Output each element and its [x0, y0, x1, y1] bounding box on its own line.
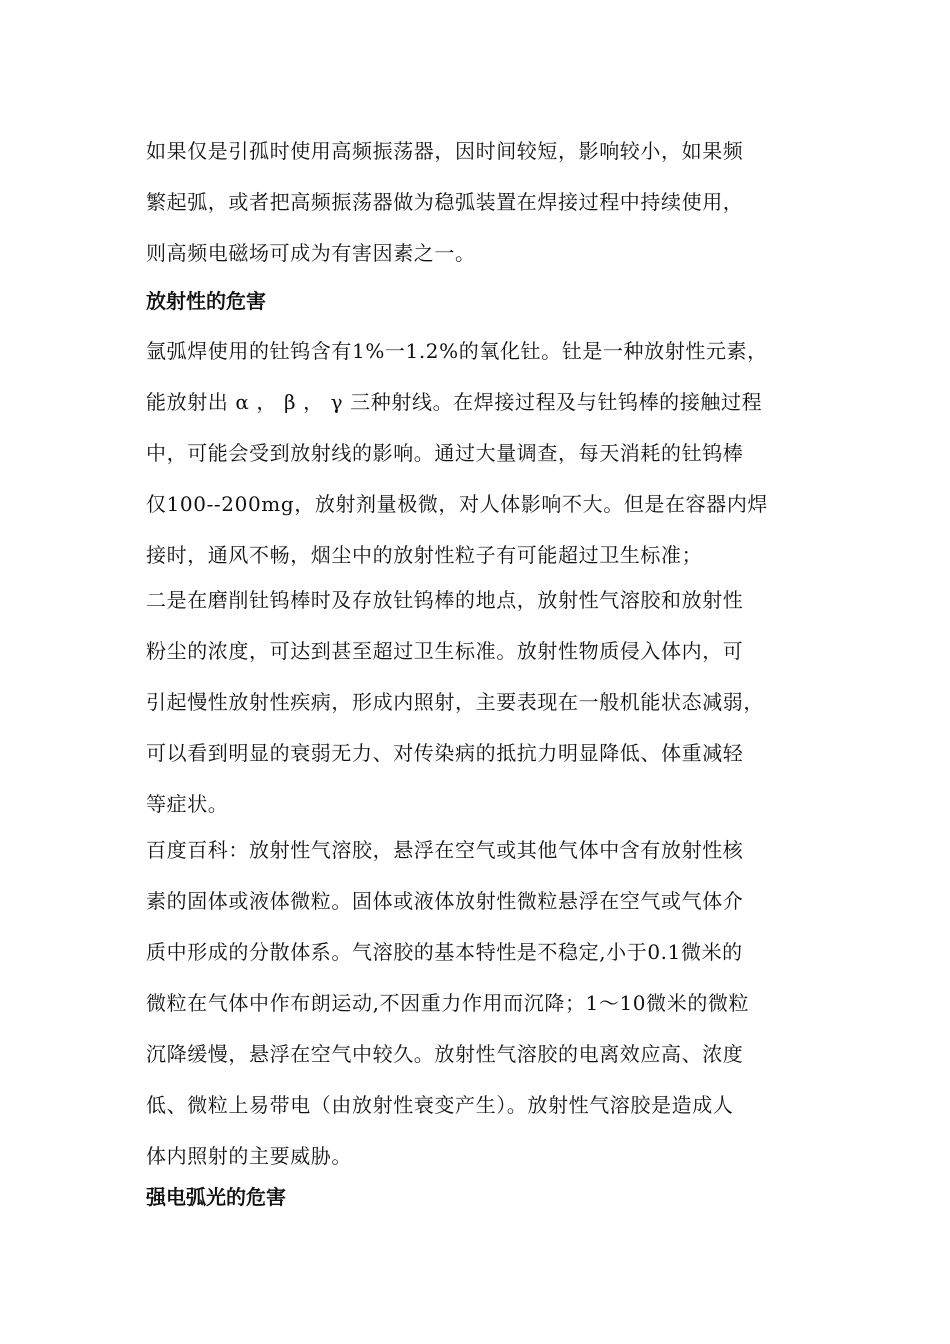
text-line: 素的固体或液体微粒。固体或液体放射性微粒悬浮在空气或气体介: [146, 889, 744, 913]
paragraph-high-frequency: [146, 126, 816, 279]
text-line: 体内照射的主要威胁。: [146, 1144, 352, 1168]
text-line: 接时，通风不畅，烟尘中的放射性粒子有可能超过卫生标准；: [146, 543, 703, 567]
text-line: 氩弧焊使用的钍钨含有1%一1.2%的氧化钍。钍是一种放射性元素，: [146, 339, 768, 363]
heading-radioactivity-hazard: 放射性的危害: [146, 289, 266, 313]
text-line: 沉降缓慢，悬浮在空气中较久。放射性气溶胶的电离效应高、浓度: [146, 1042, 744, 1066]
text-line: 二是在磨削钍钨棒时及存放钍钨棒的地点，放射性气溶胶和放射性: [146, 588, 744, 612]
text-line: 如果仅是引孤时使用高频振荡器，因时间较短，影响较小，如果频: [146, 139, 744, 163]
paragraph-baidu-aerosol: [146, 825, 816, 1182]
text-line: 则高频电磁场可成为有害因素之一。: [146, 241, 476, 265]
text-line: 微粒在气体中作布朗运动,不因重力作用而沉降；1～10微米的微粒: [146, 991, 750, 1015]
heading-arc-light-hazard: 强电弧光的危害: [146, 1185, 286, 1209]
text-line: 粉尘的浓度，可达到甚至超过卫生标准。放射性物质侵入体内，可: [146, 639, 744, 663]
text-line: 低、微粒上易带电（由放射性衰变产生）。放射性气溶胶是造成人: [146, 1093, 734, 1117]
text-line: 等症状。: [146, 792, 229, 816]
text-line: 能放射出 α ， β ， γ 三种射线。在焊接过程及与钍钨棒的接触过程: [146, 390, 763, 414]
text-line: 可以看到明显的衰弱无力、对传染病的抵抗力明显降低、体重减轻: [146, 741, 744, 765]
text-line: 质中形成的分散体系。气溶胶的基本特性是不稳定,小于0.1微米的: [146, 940, 743, 964]
text-line: 引起慢性放射性疾病，形成内照射，主要表现在一般机能状态减弱，: [146, 690, 764, 714]
text-line: 仅100--200mg，放射剂量极微，对人体影响不大。但是在容器内焊: [146, 492, 769, 516]
paragraph-grinding-hazard: [146, 575, 816, 830]
paragraph-thorium-tungsten: [146, 326, 816, 581]
text-line: 繁起弧，或者把高频振荡器做为稳弧装置在焊接过程中持续使用，: [146, 190, 744, 214]
text-line: 中，可能会受到放射线的影响。通过大量调查，每天消耗的钍钨棒: [146, 441, 744, 465]
text-line: 百度百科：放射性气溶胶，悬浮在空气或其他气体中含有放射性核: [146, 838, 744, 862]
